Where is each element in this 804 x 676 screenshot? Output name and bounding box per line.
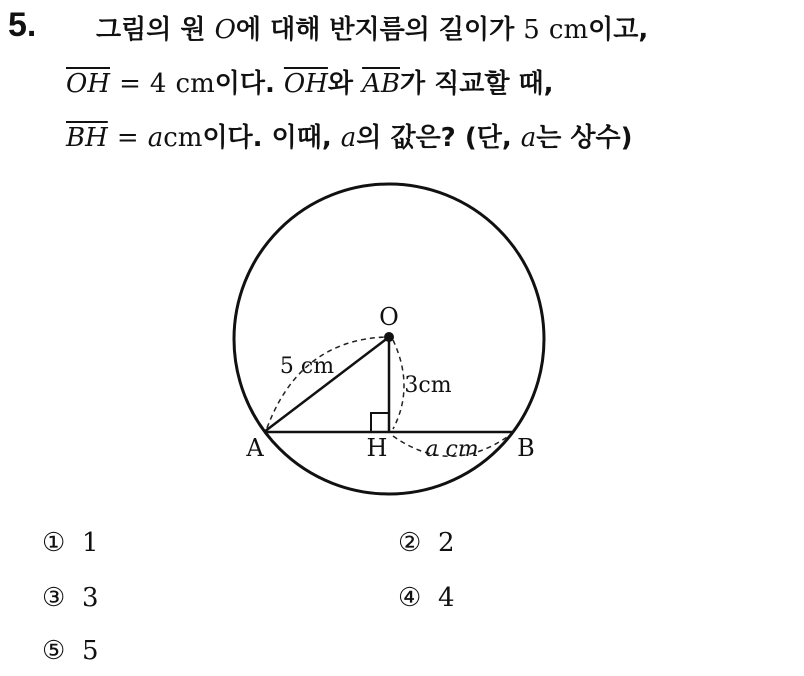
question-text: 와 <box>327 69 363 99</box>
question-text: 이다. <box>214 69 284 99</box>
segment-oh: $\overline{OH}$ <box>66 69 110 99</box>
choice-1[interactable] <box>42 528 99 558</box>
choice-marker: ⑤ <box>42 636 66 666</box>
choice-value: 5 <box>82 636 99 666</box>
question-number: 5. <box>8 6 37 44</box>
choice-value: 3 <box>82 583 99 613</box>
math-var-a: a <box>147 123 164 153</box>
question-line-2 <box>66 66 554 102</box>
choice-value: 4 <box>438 583 455 613</box>
choice-value: 2 <box>438 528 455 558</box>
choice-5[interactable] <box>42 636 99 666</box>
question-line-3 <box>66 120 633 156</box>
label-h: H <box>366 434 388 462</box>
math-var-o: O <box>214 15 236 45</box>
label-a: A <box>246 434 264 462</box>
question-text: 의 값은? (단, <box>356 123 521 153</box>
question-text: 가 직교할 때, <box>399 69 554 99</box>
choice-4[interactable] <box>398 583 455 613</box>
right-angle-mark <box>371 413 389 432</box>
choice-value: 1 <box>82 528 99 558</box>
label-b: B <box>517 434 535 462</box>
question-line-1 <box>96 12 648 48</box>
choice-marker: ① <box>42 528 66 558</box>
math-var-a: a <box>520 123 537 153</box>
question-text: 에 대해 반지름의 길이가 <box>235 15 524 45</box>
math-var-a: a <box>340 123 357 153</box>
choice-marker: ② <box>398 528 422 558</box>
segment-oh: $\overline{OH}$ <box>283 69 328 99</box>
question-text: 이다. 이때, <box>202 123 341 153</box>
math-equals: = <box>119 69 141 99</box>
question-text: 이고, <box>588 15 649 45</box>
question-text: 그림의 원 <box>96 15 215 45</box>
segment-ab: $\overline{AB}$ <box>362 69 400 99</box>
label-radius: 5 cm <box>279 354 335 379</box>
segment-bh: $\overline{BH}$ <box>66 123 108 153</box>
brace-radius <box>267 337 386 428</box>
label-o: O <box>379 303 399 331</box>
math-unit: cm <box>175 69 215 99</box>
label-oh-length: 3cm <box>404 373 452 398</box>
math-equals: = <box>116 123 139 153</box>
choice-marker: ③ <box>42 583 66 613</box>
question-text: 는 상수) <box>536 123 633 153</box>
brace-oh <box>393 340 404 429</box>
math-unit: cm <box>548 15 589 45</box>
label-hb-length: a cm <box>425 437 479 462</box>
math-number: 5 <box>523 15 540 45</box>
choice-2[interactable] <box>398 528 455 558</box>
math-number: 4 <box>149 69 167 99</box>
choice-3[interactable] <box>42 583 99 613</box>
choice-marker: ④ <box>398 583 422 613</box>
circle-diagram <box>225 175 555 505</box>
math-unit: cm <box>163 123 203 153</box>
